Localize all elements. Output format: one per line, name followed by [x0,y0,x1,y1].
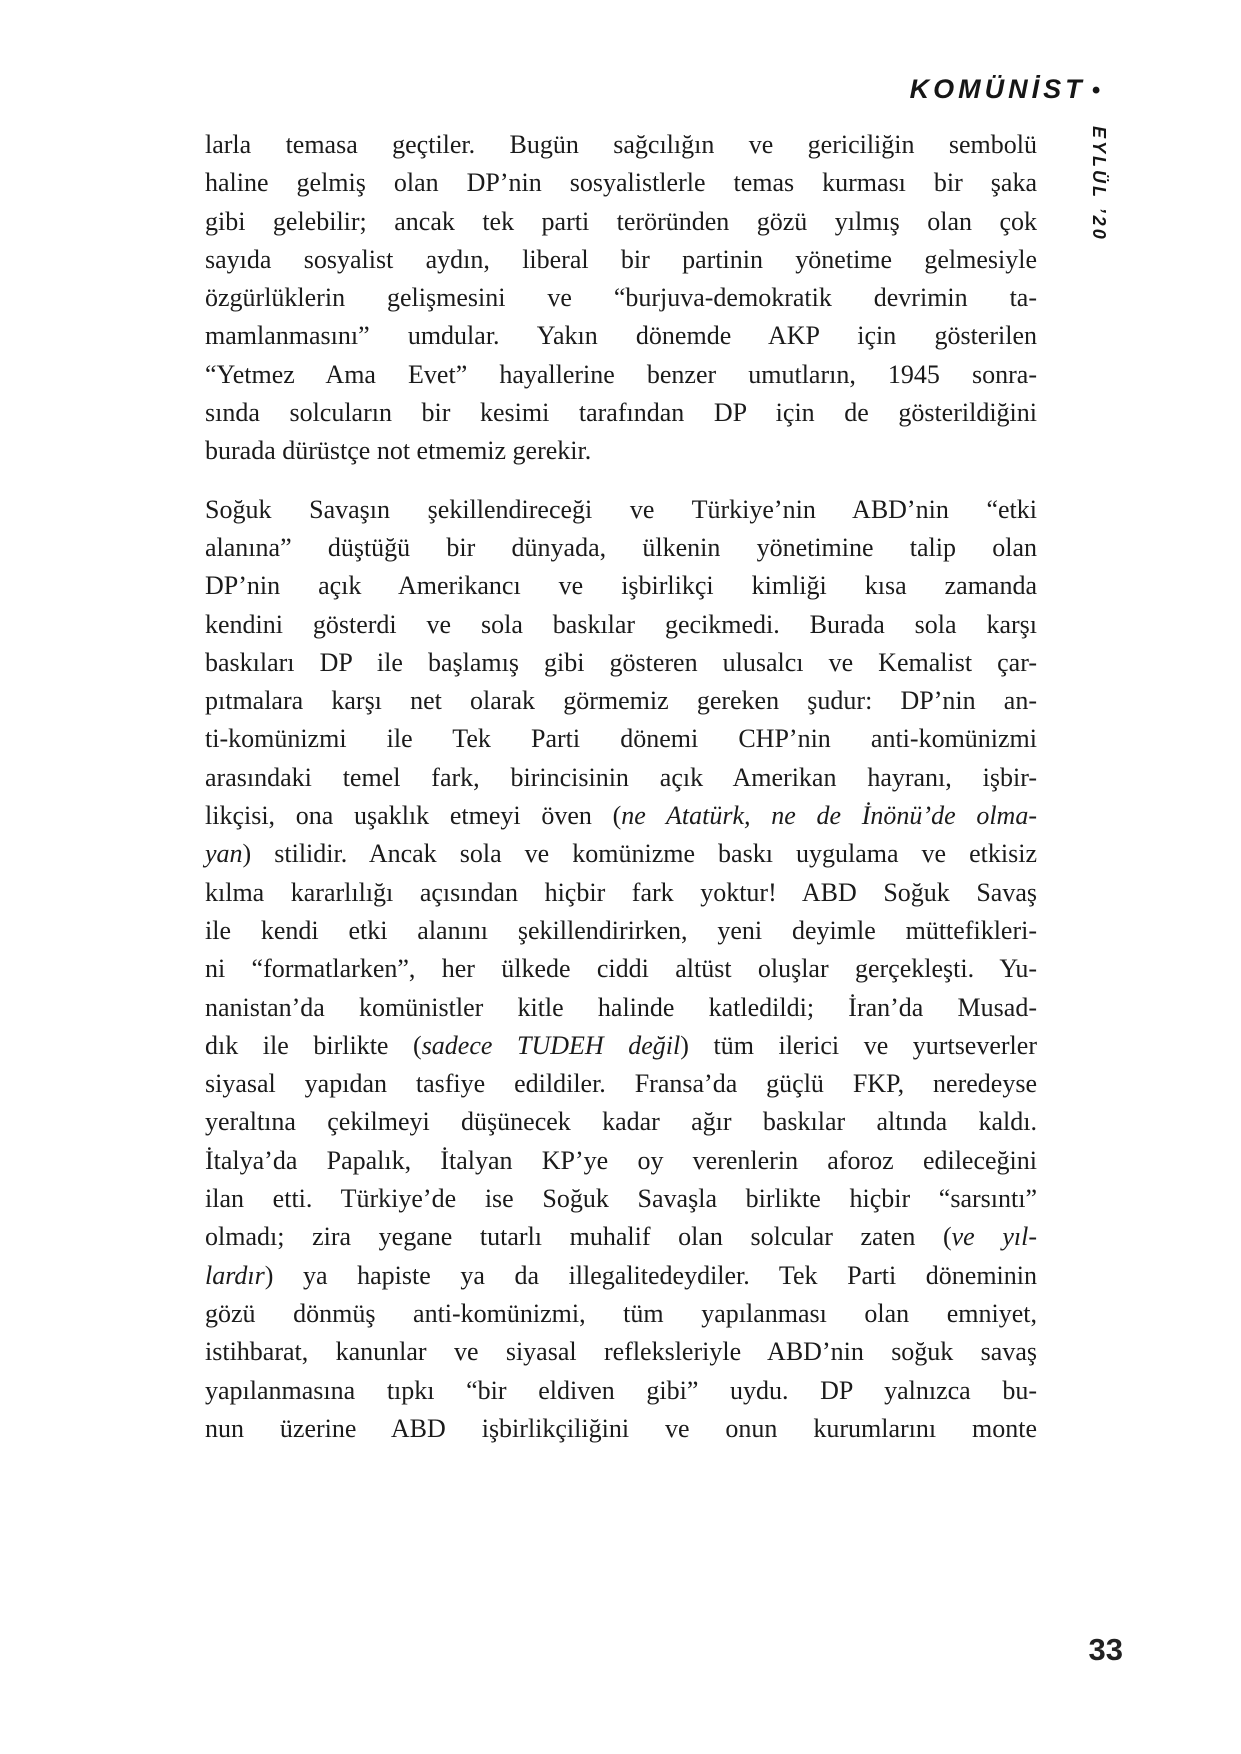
text-segment: ti-komünizmi ile Tek Parti dönemi CHP’nin anti-komünizmi [205,724,1037,754]
text-line [205,567,1037,605]
text-line [205,241,1037,279]
text-segment: kendini gösterdi ve sola baskılar gecikmedi. Burada sola karşı [205,609,1037,639]
text-line [205,950,1037,988]
paragraph [205,126,1037,471]
text-segment: ) stilidir. Ancak sola ve komünizme baskı uygulama ve etkisiz [242,839,1037,869]
text-segment: nun üzerine ABD işbirlikçiliğini ve onun kurumlarını monte [205,1413,1037,1443]
text-segment: ile kendi etki alanını şekillendirirken, yeni deyimle müttefikleri- [205,915,1037,945]
text-segment: özgürlüklerin gelişmesini ve “burjuva-demokratik devrimin ta- [205,283,1037,313]
text-segment: likçisi, ona uşaklık etmeyi öven ( [205,801,622,831]
text-line [205,432,1037,470]
text-line [205,720,1037,758]
text-segment: pıtmalara karşı net olarak görmemiz gereken şudur: DP’nin an- [205,686,1037,716]
journal-title-text: KOMÜNİST [909,74,1086,104]
text-line [205,1103,1037,1141]
text-segment: DP’nin açık Amerikancı ve işbirlikçi kimliği kısa zamanda [205,571,1037,601]
issue-label: EYLÜL ’20 [1089,126,1109,242]
text-segment: ) tüm ilerici ve yurtseverler [680,1030,1037,1060]
text-segment: burada dürüstçe not etmemiz gerekir. [205,436,592,466]
text-line [205,1142,1037,1180]
text-line [205,394,1037,432]
text-line [205,279,1037,317]
text-segment: yeraltına çekilmeyi düşünecek kadar ağır baskılar altında kaldı. [205,1107,1037,1137]
text-line [205,835,1037,873]
text-segment: mamlanmasını” umdular. Yakın dönemde AKP için gösterilen [205,321,1037,351]
text-line [205,606,1037,644]
text-line [205,491,1037,529]
text-line [205,1218,1037,1256]
text-line [205,126,1037,164]
text-line [205,356,1037,394]
text-line [205,1065,1037,1103]
text-segment-italic: ve yıl- [951,1222,1037,1252]
text-segment: sayıda sosyalist aydın, liberal bir partinin yönetime gelmesiyle [205,244,1037,274]
text-segment-italic: yan [205,839,243,869]
text-segment: baskıları DP ile başlamış gibi gösteren ulusalcı ve Kemalist çar- [205,647,1037,677]
bullet-icon: • [1091,77,1100,104]
text-segment: İtalya’da Papalık, İtalyan KP’ye oy verenlerin aforoz edileceğini [205,1145,1037,1175]
text-line [205,912,1037,950]
text-segment: gibi gelebilir; ancak tek parti teröründen gözü yılmış olan çok [205,206,1037,236]
paragraph [205,491,1037,1448]
text-segment: olmadı; zira yegane tutarlı muhalif olan solcular zaten ( [205,1222,952,1252]
text-line [205,644,1037,682]
text-segment: kılma kararlılığı açısından hiçbir fark yoktur! ABD Soğuk Savaş [205,877,1037,907]
text-segment: arasındaki temel fark, birincisinin açık Amerikan hayranı, işbir- [205,762,1037,792]
text-line [205,1257,1037,1295]
text-line [205,989,1037,1027]
text-line [205,203,1037,241]
text-segment: haline gelmiş olan DP’nin sosyalistlerle temas kurması bir şaka [205,168,1037,198]
text-line [205,1410,1037,1448]
journal-title [910,74,1100,105]
text-line [205,1333,1037,1371]
text-line [205,874,1037,912]
body-text [205,126,1037,1448]
text-segment-italic: ne Atatürk, ne de İnönü’de olma- [621,801,1037,831]
text-line [205,317,1037,355]
text-line [205,759,1037,797]
text-segment-italic: lardır [205,1260,265,1290]
text-segment: siyasal yapıdan tasfiye edildiler. Fransa’da güçlü FKP, neredeyse [205,1069,1037,1099]
text-segment: ilan etti. Türkiye’de ise Soğuk Savaşla birlikte hiçbir “sarsıntı” [205,1184,1037,1214]
text-line [205,1027,1037,1065]
text-segment-italic: sadece TUDEH değil [421,1030,681,1060]
text-line [205,529,1037,567]
text-segment: istihbarat, kanunlar ve siyasal refleksleriyle ABD’nin soğuk savaş [205,1337,1037,1367]
text-segment: “Yetmez Ama Evet” hayallerine benzer umutların, 1945 sonra- [205,359,1037,389]
text-segment: sında solcuların bir kesimi tarafından DP için de gösterildiğini [205,398,1037,428]
text-segment: yapılanmasına tıpkı “bir eldiven gibi” uydu. DP yalnızca bu- [205,1375,1037,1405]
text-segment: ni “formatlarken”, her ülkede ciddi altüst oluşlar gerçekleşti. Yu- [205,954,1037,984]
text-segment: gözü dönmüş anti-komünizmi, tüm yapılanması olan emniyet, [205,1298,1037,1328]
text-segment: dık ile birlikte ( [205,1030,422,1060]
page-number: 33 [1088,1632,1123,1667]
text-segment: ) ya hapiste ya da illegalitedeydiler. Tek Parti döneminin [264,1260,1037,1290]
text-line [205,164,1037,202]
text-line [205,1295,1037,1333]
text-line [205,682,1037,720]
text-line [205,1372,1037,1410]
text-line [205,1180,1037,1218]
text-segment: nanistan’da komünistler kitle halinde katledildi; İran’da Musad- [205,992,1037,1022]
text-segment: alanına” düştüğü bir dünyada, ülkenin yönetimine talip olan [205,532,1037,562]
text-segment: larla temasa geçtiler. Bugün sağcılığın ve gericiliğin sembolü [205,130,1037,159]
text-line [205,797,1037,835]
text-segment: Soğuk Savaşın şekillendireceği ve Türkiye’nin ABD’nin “etki [205,494,1037,524]
